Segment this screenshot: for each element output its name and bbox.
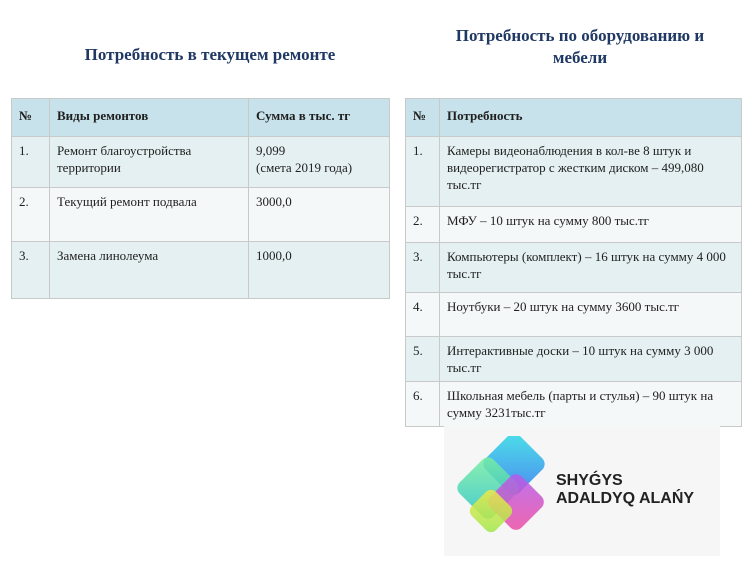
- row-num: 1.: [406, 137, 440, 207]
- logo-line-2: ADALDYQ ALAŃY: [556, 490, 695, 507]
- header-sum: Сумма в тыс. тг: [249, 99, 390, 137]
- logo: [444, 426, 720, 556]
- row-num: 3.: [12, 242, 50, 299]
- repair-heading: Потребность в текущем ремонте: [84, 45, 336, 64]
- row-repair-type: Ремонт благоустройства территории: [50, 137, 249, 188]
- row-sum: 1000,0: [249, 242, 390, 299]
- row-num: 4.: [406, 293, 440, 337]
- row-repair-type: Замена линолеума: [50, 242, 249, 299]
- table-row: [406, 293, 742, 337]
- row-num: 2.: [406, 207, 440, 243]
- table-row: [12, 188, 390, 242]
- row-num: 1.: [12, 137, 50, 188]
- repair-table: [11, 98, 390, 299]
- row-num: 6.: [406, 382, 440, 427]
- table-row: [406, 382, 742, 427]
- row-num: 3.: [406, 243, 440, 293]
- row-need: Школьная мебель (парты и стулья) – 90 штук на сумму 3231тыс.тг: [440, 382, 742, 427]
- logo-text: [556, 472, 694, 508]
- row-need: Ноутбуки – 20 штук на сумму 3600 тыс.тг: [440, 293, 742, 337]
- table-row: [406, 137, 742, 207]
- logo-line-1: SHYǴYS: [556, 472, 623, 489]
- table-row: [406, 207, 742, 243]
- table-header-row: [12, 99, 390, 137]
- row-need: Компьютеры (комплект) – 16 штук на сумму 4 000 тыс.тг: [440, 243, 742, 293]
- header-need: Потребность: [440, 99, 742, 137]
- row-need: Интерактивные доски – 10 штук на сумму 3 000 тыс.тг: [440, 337, 742, 382]
- row-num: 2.: [12, 188, 50, 242]
- header-num: №: [12, 99, 50, 137]
- equipment-heading: Потребность по оборудованию и мебели: [455, 26, 705, 67]
- logo-diamond-icon: [452, 436, 556, 544]
- table-row: [406, 243, 742, 293]
- equipment-table: [405, 98, 742, 427]
- row-sum: 9,099 (смета 2019 года): [249, 137, 390, 188]
- row-need: Камеры видеонаблюдения в кол-ве 8 штук и видеорегистратор с жестким диском – 499,080 тыс.тг: [440, 137, 742, 207]
- header-num: №: [406, 99, 440, 137]
- table-row: [12, 137, 390, 188]
- row-num: 5.: [406, 337, 440, 382]
- table-header-row: [406, 99, 742, 137]
- table-row: [12, 242, 390, 299]
- row-need: МФУ – 10 штук на сумму 800 тыс.тг: [440, 207, 742, 243]
- header-repair-type: Виды ремонтов: [50, 99, 249, 137]
- row-repair-type: Текущий ремонт подвала: [50, 188, 249, 242]
- row-sum: 3000,0: [249, 188, 390, 242]
- table-row: [406, 337, 742, 382]
